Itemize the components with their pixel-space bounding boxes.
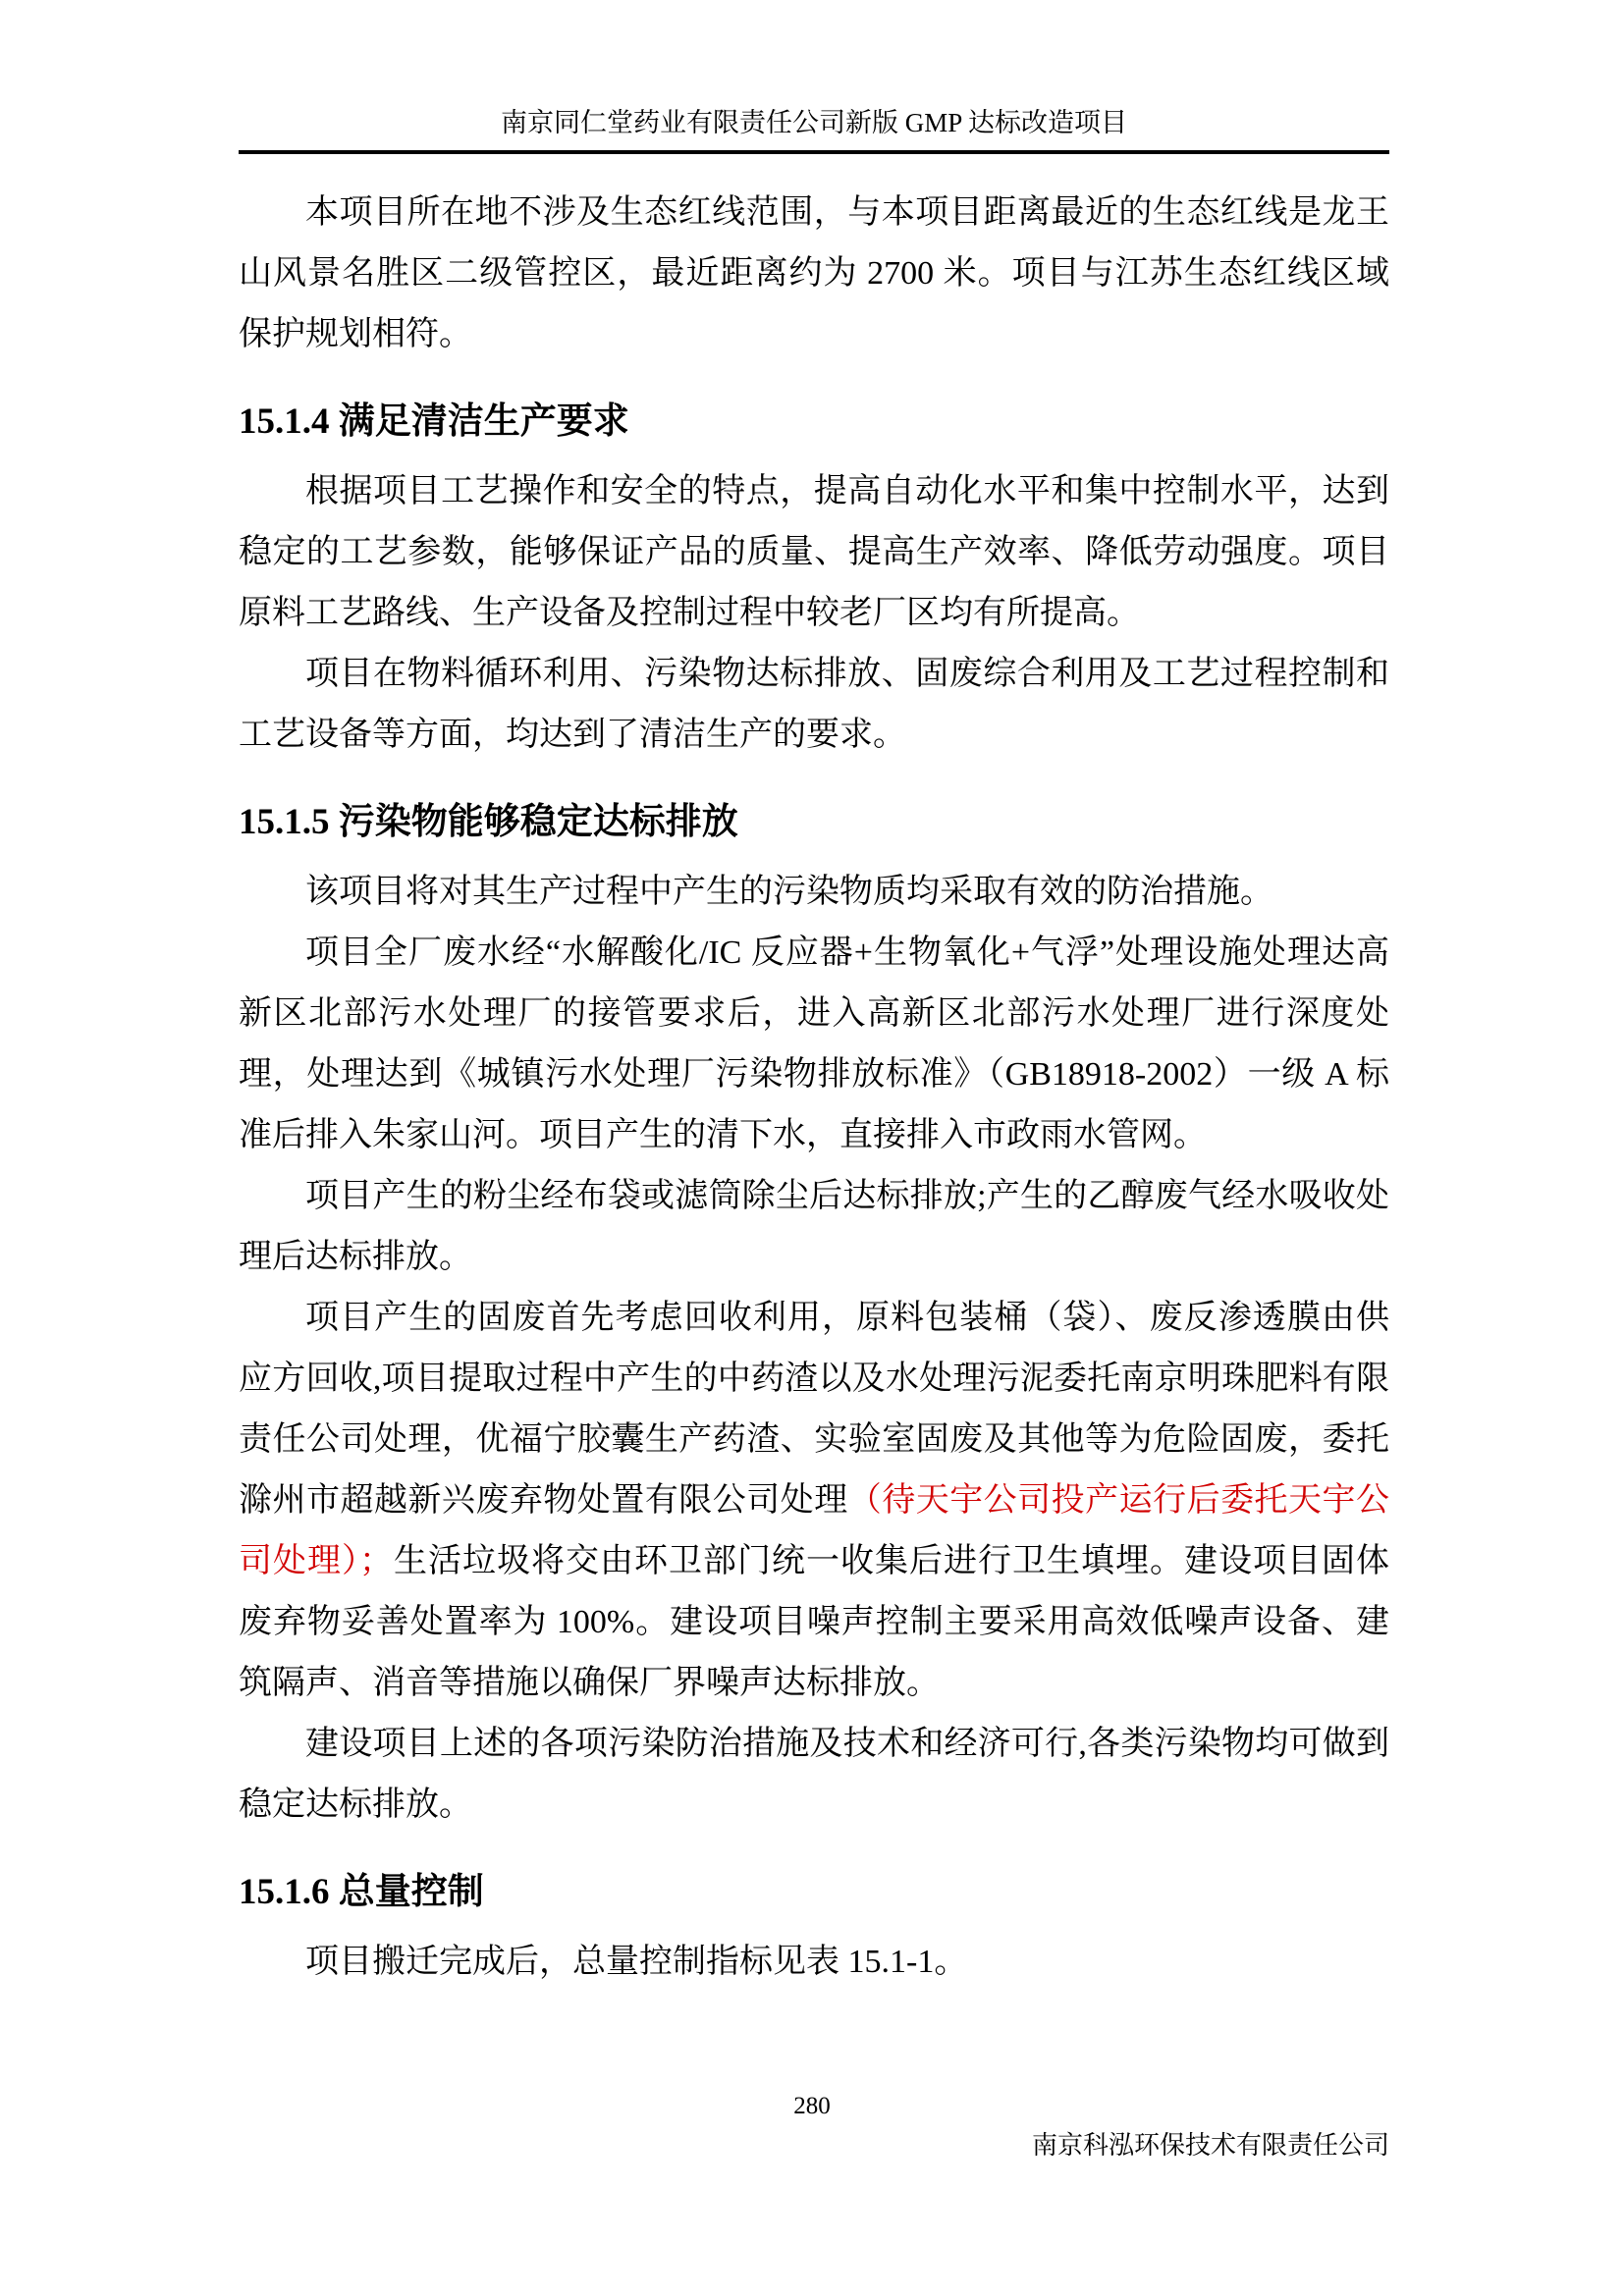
main-content — [239, 183, 1389, 1993]
paragraph-pollution-intro: 该项目将对其生产过程中产生的污染物质均采取有效的防治措施。 — [305, 874, 1273, 910]
paragraph-conclusion: 建设项目上述的各项污染防治措施及技术和经济可行,各类污染物均可做到稳定达标排放。 — [239, 1726, 1389, 1823]
solid-waste-text-after: 生活垃圾将交由环卫部门统一收集后进行卫生填埋。建设项目固体废弃物妥善处置率为 100%。建设项目噪声控制主要采用高效低噪声设备、建筑隔声、消音等措施以确保厂界噪声达标排放。 — [239, 1543, 1389, 1701]
solid-waste-red-annotation: （待天宇公司投产运行后委托天宇公司处理）； — [239, 1482, 1390, 1579]
paragraph-ecological-redline: 本项目所在地不涉及生态红线范围，与本项目距离最近的生态红线是龙王山风景名胜区二级管控区，最近距离约为 2700 米。项目与江苏生态红线区域保护规划相符。 — [239, 194, 1389, 352]
page-number: 280 — [793, 2093, 831, 2119]
heading-15-1-6: 15.1.6 总量控制 — [239, 1872, 484, 1912]
heading-15-1-4: 15.1.4 满足清洁生产要求 — [239, 401, 629, 442]
paragraph-clean-production-2: 项目在物料循环利用、污染物达标排放、固废综合利用及工艺过程控制和工艺设备等方面，均达到了清洁生产的要求。 — [239, 656, 1389, 753]
header-rule — [239, 150, 1389, 154]
footer-company-name: 南京科泓环保技术有限责任公司 — [1031, 2131, 1389, 2160]
paragraph-total-control: 项目搬迁完成后，总量控制指标见表 15.1-1。 — [305, 1944, 968, 1980]
paragraph-clean-production-1: 根据项目工艺操作和安全的特点，提高自动化水平和集中控制水平，达到稳定的工艺参数，能够保证产品的质量、提高生产效率、降低劳动强度。项目原料工艺路线、生产设备及控制过程中较老厂区均有所提高。 — [239, 473, 1389, 631]
heading-15-1-5: 15.1.5 污染物能够稳定达标排放 — [239, 802, 738, 842]
paragraph-solid-waste — [239, 1288, 1389, 1714]
page-header-title: 南京同仁堂药业有限责任公司新版 GMP 达标改造项目 — [500, 108, 1128, 137]
paragraph-dust-gas: 项目产生的粉尘经布袋或滤筒除尘后达标排放;产生的乙醇废气经水吸收处理后达标排放。 — [239, 1178, 1389, 1275]
solid-waste-text-before: 项目产生的固废首先考虑回收利用，原料包装桶（袋）、废反渗透膜由供应方回收,项目提取过程中产生的中药渣以及水处理污泥委托南京明珠肥料有限责任公司处理，优福宁胶囊生产药渣、实验室固废及其他等为危险固废，委托滁州市超越新兴废弃物处置有限公司处理 — [239, 1300, 1389, 1519]
paragraph-wastewater: 项目全厂废水经“水解酸化/IC 反应器+生物氧化+气浮”处理设施处理达高新区北部污水处理厂的接管要求后，进入高新区北部污水处理厂进行深度处理，处理达到《城镇污水处理厂污染物排放标准》（GB18918-2002）一级 A 标准后排入朱家山河。项目产生的清下水，直接排入市政雨水管网。 — [239, 934, 1389, 1153]
